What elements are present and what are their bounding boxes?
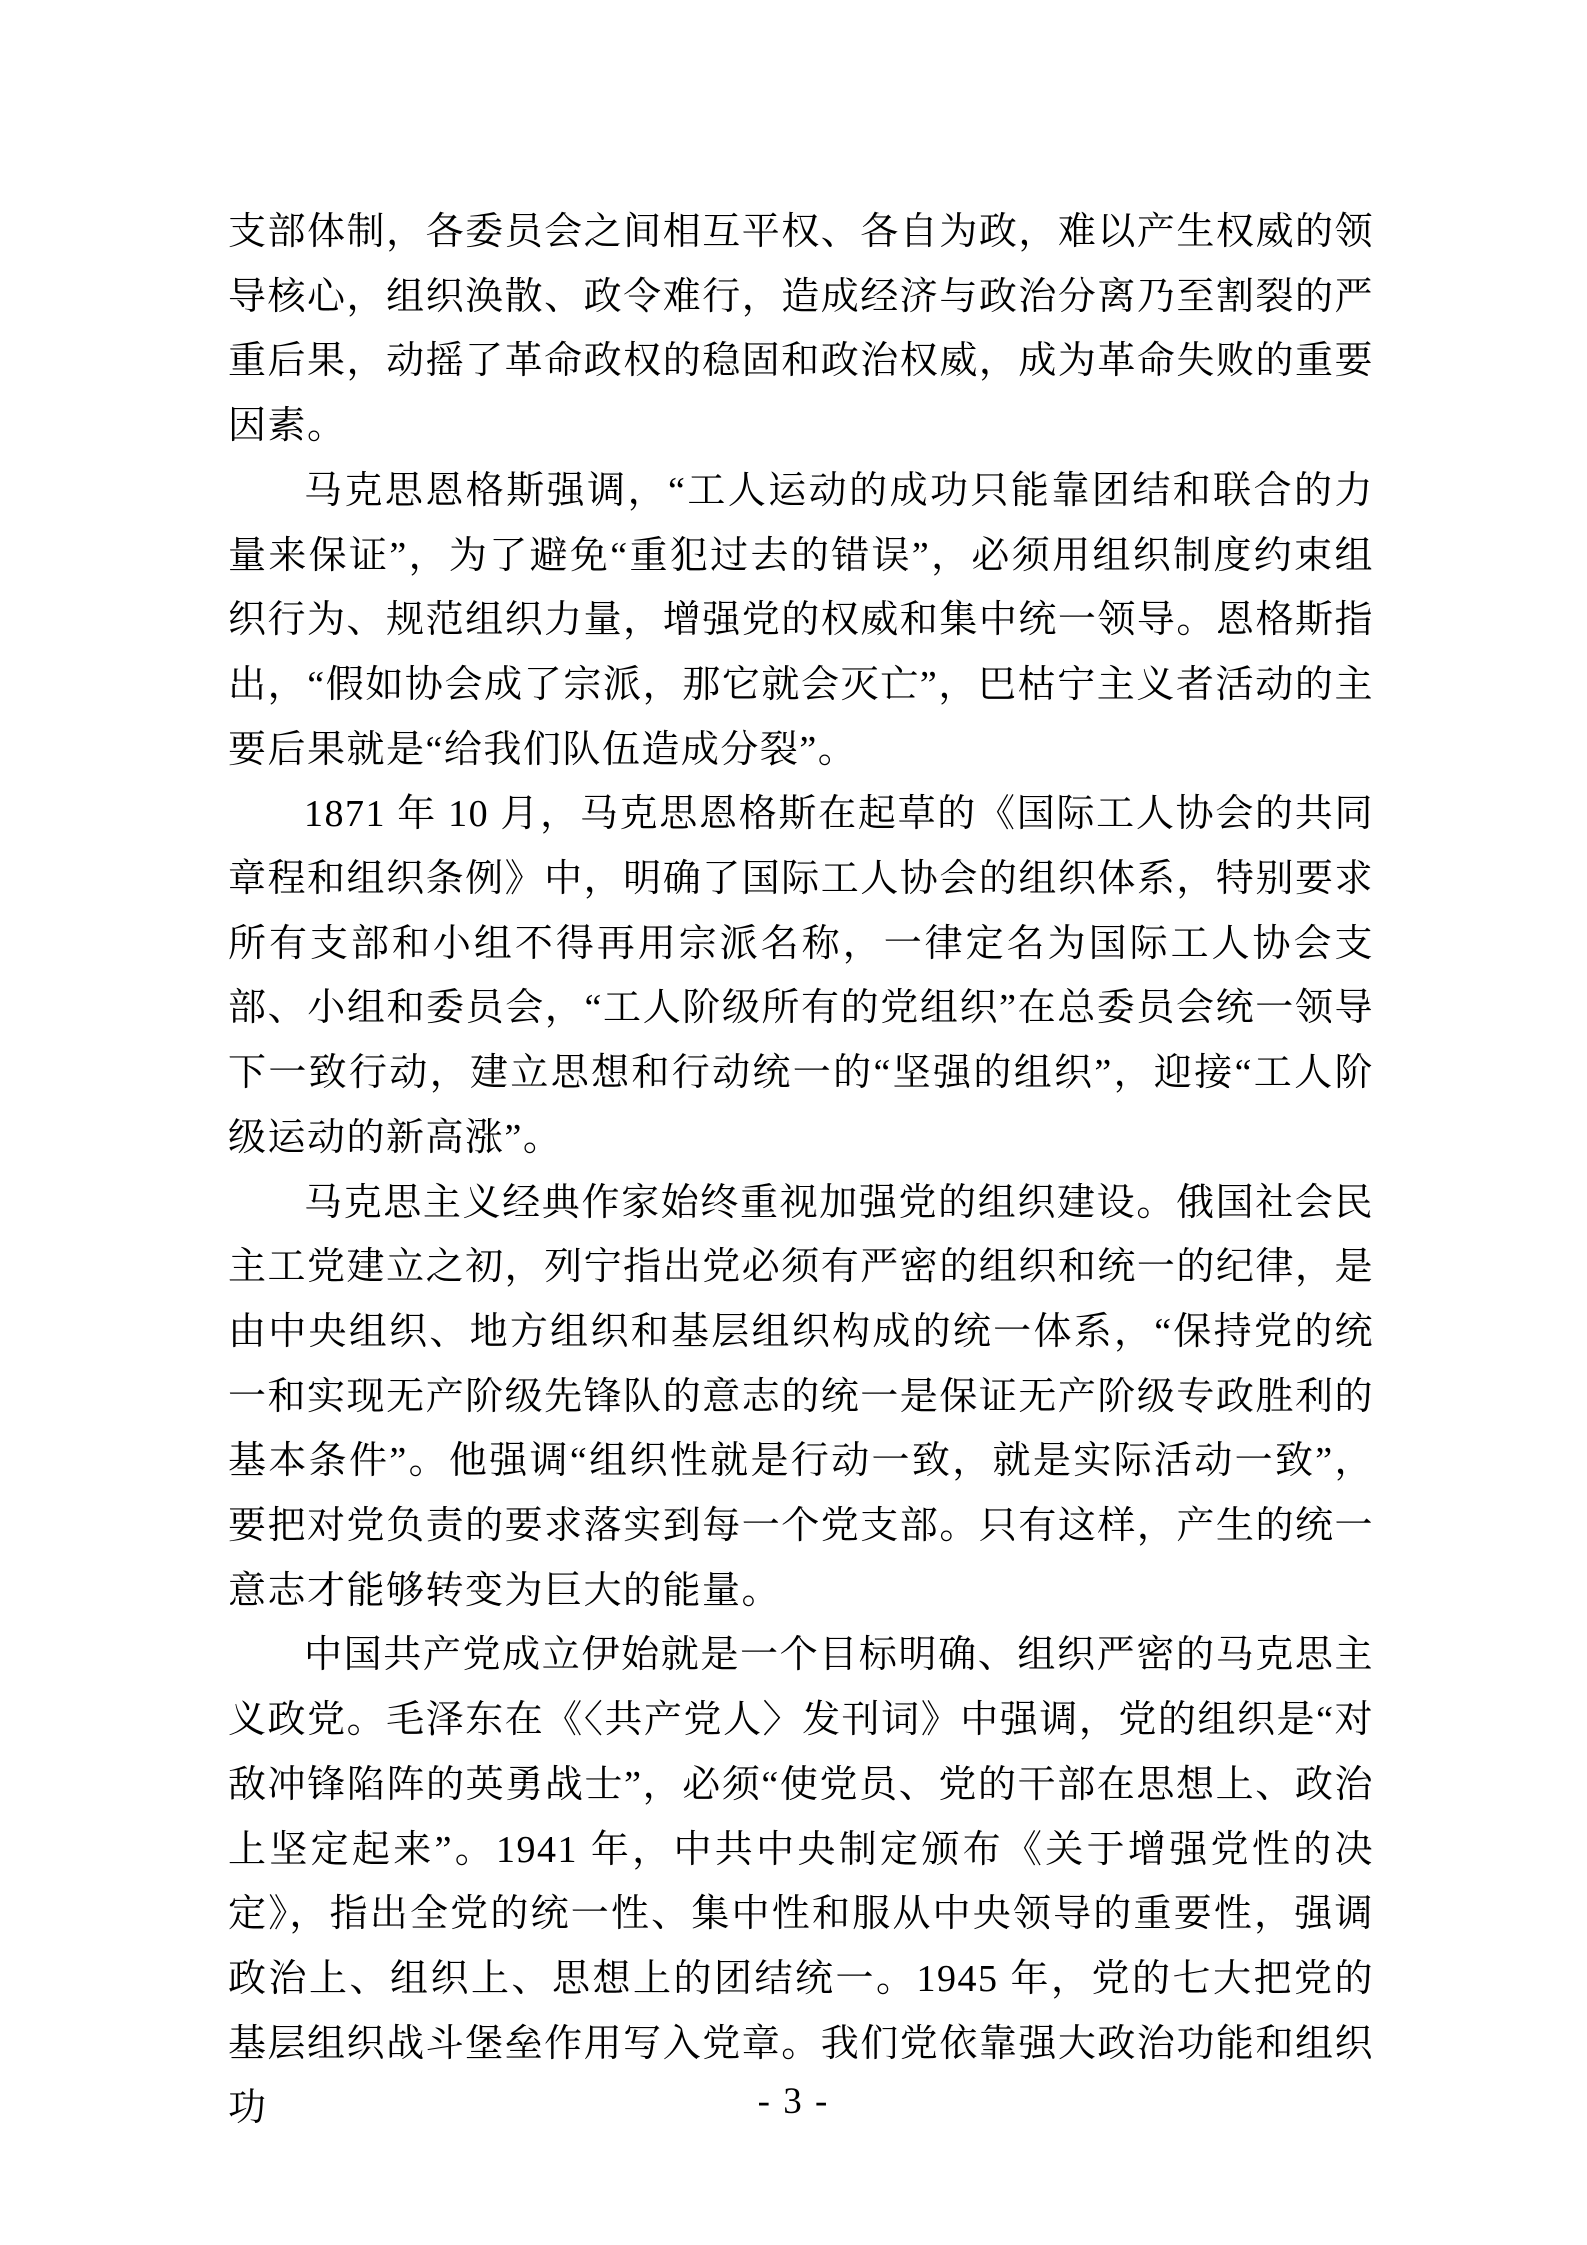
body-paragraph-2: 马克思恩格斯强调，“工人运动的成功只能靠团结和联合的力量来保证”，为了避免“重犯过去的错误”，必须用组织制度约束组织行为、规范组织力量，增强党的权威和集中统一领导。恩格斯指出，“假如协会成了宗派，那它就会灭亡”，巴枯宁主义者活动的主要后果就是“给我们队伍造成分裂”。 [228, 469, 1374, 771]
page-number: - 3 - [757, 2081, 830, 2122]
body-paragraph-4: 马克思主义经典作家始终重视加强党的组织建设。俄国社会民主工党建立之初，列宁指出党必须有严密的组织和统一的纪律，是由中央组织、地方组织和基层组织构成的统一体系，“保持党的统一和实现无产阶级先锋队的意志的统一是保证无产阶级专政胜利的基本条件”。他强调“组织性就是行动一致，就是实际活动一致”，要把对党负责的要求落实到每一个党支部。只有这样，产生的统一意志才能够转变为巨大的能量。 [228, 1181, 1374, 1612]
body-paragraph-1: 支部体制，各委员会之间相互平权、各自为政，难以产生权威的领导核心，组织涣散、政令难行，造成经济与政治分离乃至割裂的严重后果，动摇了革命政权的稳固和政治权威，成为革命失败的重要因素。 [228, 211, 1374, 448]
body-paragraph-3: 1871 年 10 月，马克思恩格斯在起草的《国际工人协会的共同章程和组织条例》中，明确了国际工人协会的组织体系，特别要求所有支部和小组不得再用宗派名称，一律定名为国际工人协会支部、小组和委员会，“工人阶级所有的党组织”在总委员会统一领导下一致行动，建立思想和行动统一的“坚强的组织”，迎接“工人阶级运动的新高涨”。 [228, 793, 1374, 1159]
body-paragraph-5: 中国共产党成立伊始就是一个目标明确、组织严密的马克思主义政党。毛泽东在《〈共产党人〉发刊词》中强调，党的组织是“对敌冲锋陷阵的英勇战士”，必须“使党员、党的干部在思想上、政治上坚定起来”。1941 年，中共中央制定颁布《关于增强党性的决定》，指出全党的统一性、集中性和服从中央领导的重要性，强调政治上、组织上、思想上的团结统一。1945 年，党的七大把党的基层组织战斗堡垒作用写入党章。我们党依靠强大政治功能和组织功 [228, 1634, 1374, 2130]
document-body [228, 200, 1374, 2141]
